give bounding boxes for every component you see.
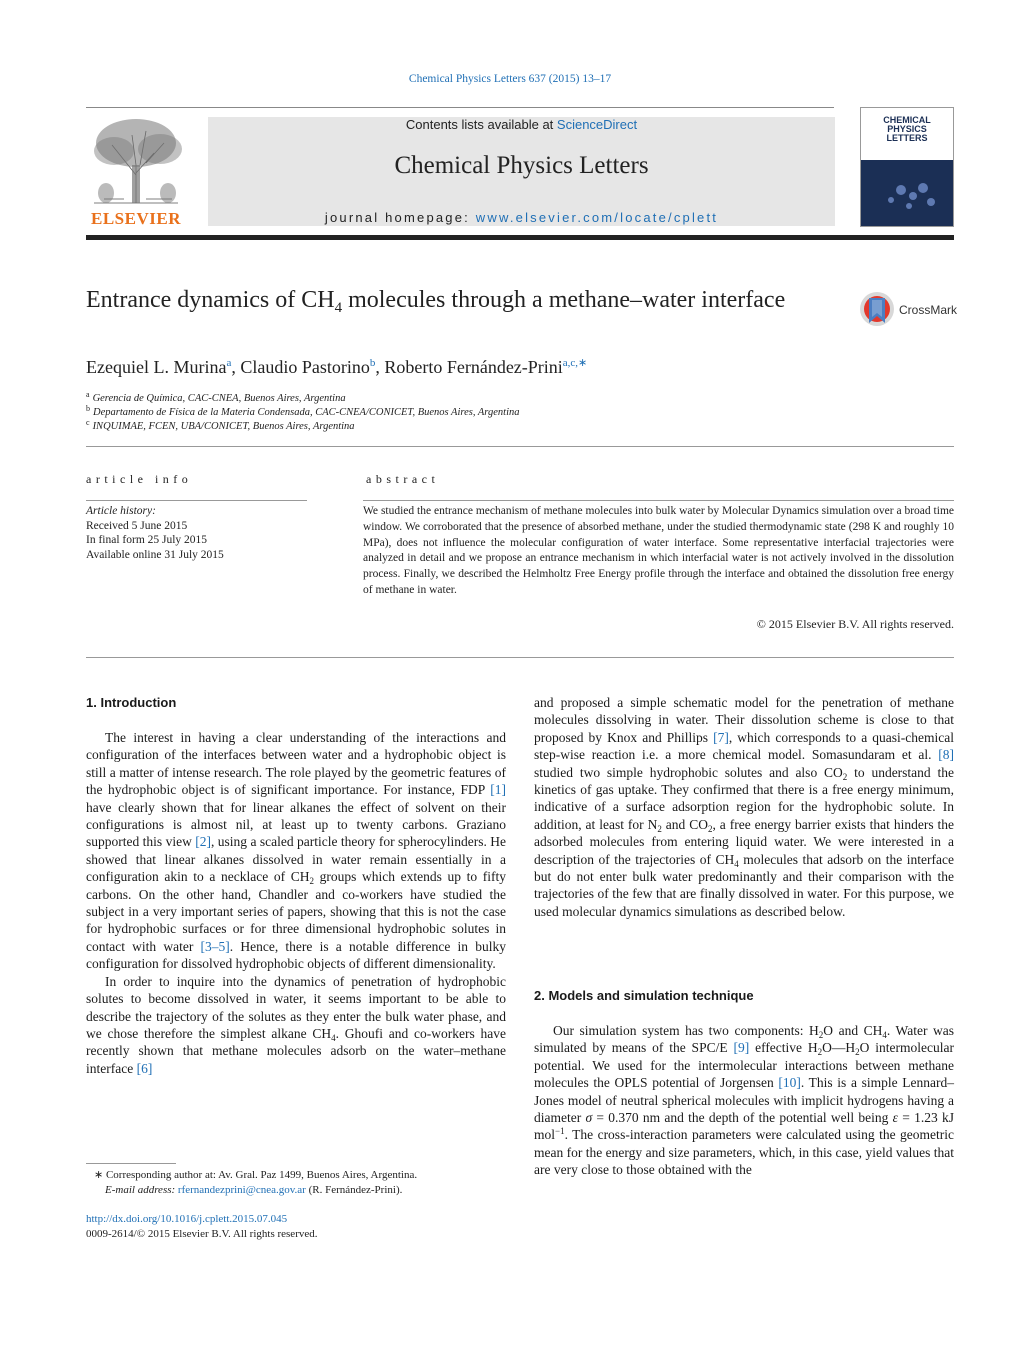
cover-title	[861, 116, 953, 143]
corresponding-author-note: ∗ Corresponding author at: Av. Gral. Paz 1499, Buenos Aires, Argentina.	[94, 1169, 418, 1181]
author[interactable]	[240, 357, 375, 377]
paragraph: The interest in having a clear understanding of the interactions and configuration of the interfaces between water and a hydrophobic object is still a matter of intense research. The role played by the geometric features of the hydrophobic object is of significant importance. For instance, FDP [1] have clearly shown that for linear alkanes the effect of solvent on their configurations is almost nil, at least up to twenty carbons. Graziano supported this view [2], using a scaled particle theory for spherocylinders. He showed that linear alkanes dissolved in water remain essentially in a configuration akin to a necklace of $CH_2$ groups which extends up to fifty carbons. On the other hand, Chandler and co-workers have studied the subject in a very important series of papers, showing that this is not the case for hydrophobic surfaces or for three dimensional hydrophobic solutes in contact with water [3–5]. Hence, there is a notable difference in bulky configuration for dissolved hydrophobic objects of different dimensionality.	[86, 730, 506, 972]
affiliation	[86, 418, 355, 432]
doi-block	[86, 1212, 318, 1242]
contents-prefix: Contents lists available at	[405, 117, 557, 132]
citation-link[interactable]: [8]	[938, 747, 954, 763]
crossmark-badge[interactable]	[858, 290, 958, 330]
contents-availability	[208, 117, 835, 132]
paragraph: Our simulation system has two components: $H_2O$ and $CH_4$. Water was simulated by means of the SPC/E [9] effective $H_2O—H_2O$ intermolecular potential. We used for the intermolecular interactions between methane molecules the OPLS potential of Jorgensen [10]. This is a simple Lennard–Jones model of neutral spherical molecules with implicit hydrogens having a diameter σ = 0.370 nm and the depth of the potential well being ε = 1.23 kJ mol$^{-1}$. The cross-interaction parameters were calculated using the geometric mean for the energy and size parameters, which, in this case, yield values that are very close to those obtained with the	[534, 1023, 954, 1178]
citation-link[interactable]: [2]	[195, 834, 211, 850]
affiliation	[86, 404, 520, 418]
citation-link[interactable]: [10]	[778, 1075, 801, 1091]
email-link[interactable]: rfernandezprini@cnea.gov.ar	[177, 1184, 306, 1196]
history-label: Article history:	[86, 505, 156, 517]
author[interactable]	[86, 357, 231, 377]
elsevier-wordmark: ELSEVIER	[91, 209, 181, 228]
homepage-prefix: journal homepage:	[324, 210, 476, 225]
article-title	[86, 286, 806, 315]
divider	[86, 446, 954, 447]
author-list: Ezequiel L. Murina$^a$, Claudio Pastorino$^b$, Roberto Fernández-Prini$^{a,c,∗}$	[86, 357, 588, 377]
author-name: Claudio Pastorino	[240, 357, 370, 377]
author-affiliation-mark[interactable]: b	[369, 357, 376, 369]
history-item: In final form 25 July 2015	[86, 534, 208, 547]
affiliation-mark: c	[86, 418, 90, 427]
journal-cover-thumbnail[interactable]	[860, 107, 954, 227]
section-heading-models: 2. Models and simulation technique	[534, 988, 754, 1003]
header-thick-rule	[86, 235, 954, 240]
affiliation-mark: b	[86, 404, 90, 413]
citation-link[interactable]: [6]	[136, 1060, 153, 1076]
issn-line: 0009-2614/© 2015 Elsevier B.V. All rights reserved.	[86, 1228, 318, 1240]
email-label: E-mail address:	[105, 1184, 178, 1196]
email-suffix: (R. Fernández-Prini).	[305, 1184, 403, 1196]
body-column-right	[534, 694, 954, 920]
author-affiliation-mark[interactable]: a	[226, 357, 232, 369]
cover-image	[861, 160, 953, 226]
affiliation-text: Departamento de Física de la Materia Condensada, CAC-CNEA/CONICET, Buenos Aires, Argentina	[93, 407, 520, 418]
article-history	[86, 504, 311, 562]
divider	[86, 657, 954, 658]
author-name: Ezequiel L. Murina	[86, 357, 227, 377]
title-subscript: 4	[334, 300, 343, 316]
citation-link[interactable]: [3–5]	[200, 938, 230, 954]
homepage-link[interactable]: www.elsevier.com/locate/cplett	[475, 210, 719, 225]
affiliation-mark: a	[86, 390, 90, 399]
divider	[86, 500, 307, 501]
paragraph: In order to inquire into the dynamics of penetration of hydrophobic solutes to become dissolved in water, it seems important to be able to describe the trajectory of the solutes as they enter the bulk water phase, and we chose therefore the simplest alkane $CH_4$. Ghoufi and co-workers have recently shown that methane molecules adsorb on the water–methane interface [6]	[86, 973, 506, 1076]
paragraph: and proposed a simple schematic model for the penetration of methane molecules dissolving in water. Their dissolution scheme is close to that proposed by Knox and Phillips [7], which corresponds to a quasi-chemical step-wise reaction i.e. a more chemical model. Somasundaram et al. [8] studied two simple hydrophobic solutes and also $CO_2$ to understand the kinetics of gas uptake. They confirmed that there is a free energy minimum, indicative of a surface adsorption region for the hydrophobic solute. In addition, at least for $N_2$ and $CO_2$, a free energy barrier exists that hinders the adsorbed molecules from entering liquid water. We were interested in a description of the trajectories of $CH_4$ molecules that adsorb on the interface but do not enter bulk water predominantly and their comparison with the trajectories of the few that are finally dissolved in water. For this purpose, we used molecular dynamics simulations as described below.	[534, 695, 954, 919]
header-rule	[86, 107, 834, 108]
crossmark-icon	[858, 290, 898, 330]
divider	[363, 500, 954, 501]
citation-link[interactable]: [7]	[713, 729, 729, 745]
crossmark-label: CrossMark	[899, 303, 958, 317]
affiliation	[86, 390, 346, 404]
section-heading-introduction: 1. Introduction	[86, 695, 177, 710]
abstract-text: We studied the entrance mechanism of methane molecules into bulk water by Molecular Dynamics simulation over a broad time window. We corroborated that the presence of absorbed methane, under the studied thermodynamic state (298 K and roughly 10 MPa), does not influence the molecular configuration of water interface. Some representative interfacial trajectories were analyzed in detail and we propose an entrance mechanism in which interfacial water is not actively involved in the dissolution process. Finally, we described the Helmholtz Free Energy profile through the interface and obtained the dissolution free energy of methane in water.	[363, 505, 954, 596]
affiliation-text: INQUIMAE, FCEN, UBA/CONICET, Buenos Aires, Argentina	[92, 421, 355, 432]
doi-link[interactable]: http://dx.doi.org/10.1016/j.cplett.2015.07.045	[86, 1213, 288, 1225]
title-text: molecules through a methane–water interface	[342, 287, 786, 313]
history-item: Received 5 June 2015	[86, 519, 188, 532]
abstract-heading: abstract	[366, 472, 440, 486]
citation-link[interactable]: [9]	[733, 1040, 750, 1056]
author[interactable]	[384, 357, 587, 377]
body-column-left	[86, 729, 506, 1077]
abstract-copyright: © 2015 Elsevier B.V. All rights reserved.	[756, 617, 954, 631]
cover-title-line: PHYSICS	[887, 124, 927, 134]
author-affiliation-mark[interactable]: a,c,∗	[562, 357, 588, 369]
footnote-rule	[86, 1163, 176, 1164]
running-head[interactable]	[0, 73, 1020, 85]
journal-homepage	[208, 210, 835, 225]
footnote	[86, 1168, 506, 1198]
article-info-heading: article info	[86, 472, 193, 486]
sciencedirect-link[interactable]: ScienceDirect	[556, 117, 638, 132]
journal-name: Chemical Physics Letters	[394, 152, 649, 179]
journal-citation-link[interactable]: Chemical Physics Letters 637 (2015) 13–17	[408, 73, 612, 85]
affiliation-text: Gerencia de Química, CAC-CNEA, Buenos Aires, Argentina	[92, 393, 346, 404]
title-text: Entrance dynamics of CH	[86, 287, 335, 313]
body-column-right-continued	[534, 1022, 954, 1179]
citation-link[interactable]: [1]	[490, 782, 506, 798]
author-name: Roberto Fernández-Prini	[384, 357, 563, 377]
history-item: Available online 31 July 2015	[86, 548, 224, 561]
cover-title-line: CHEMICAL	[883, 115, 931, 125]
cover-title-line: LETTERS	[886, 133, 928, 143]
